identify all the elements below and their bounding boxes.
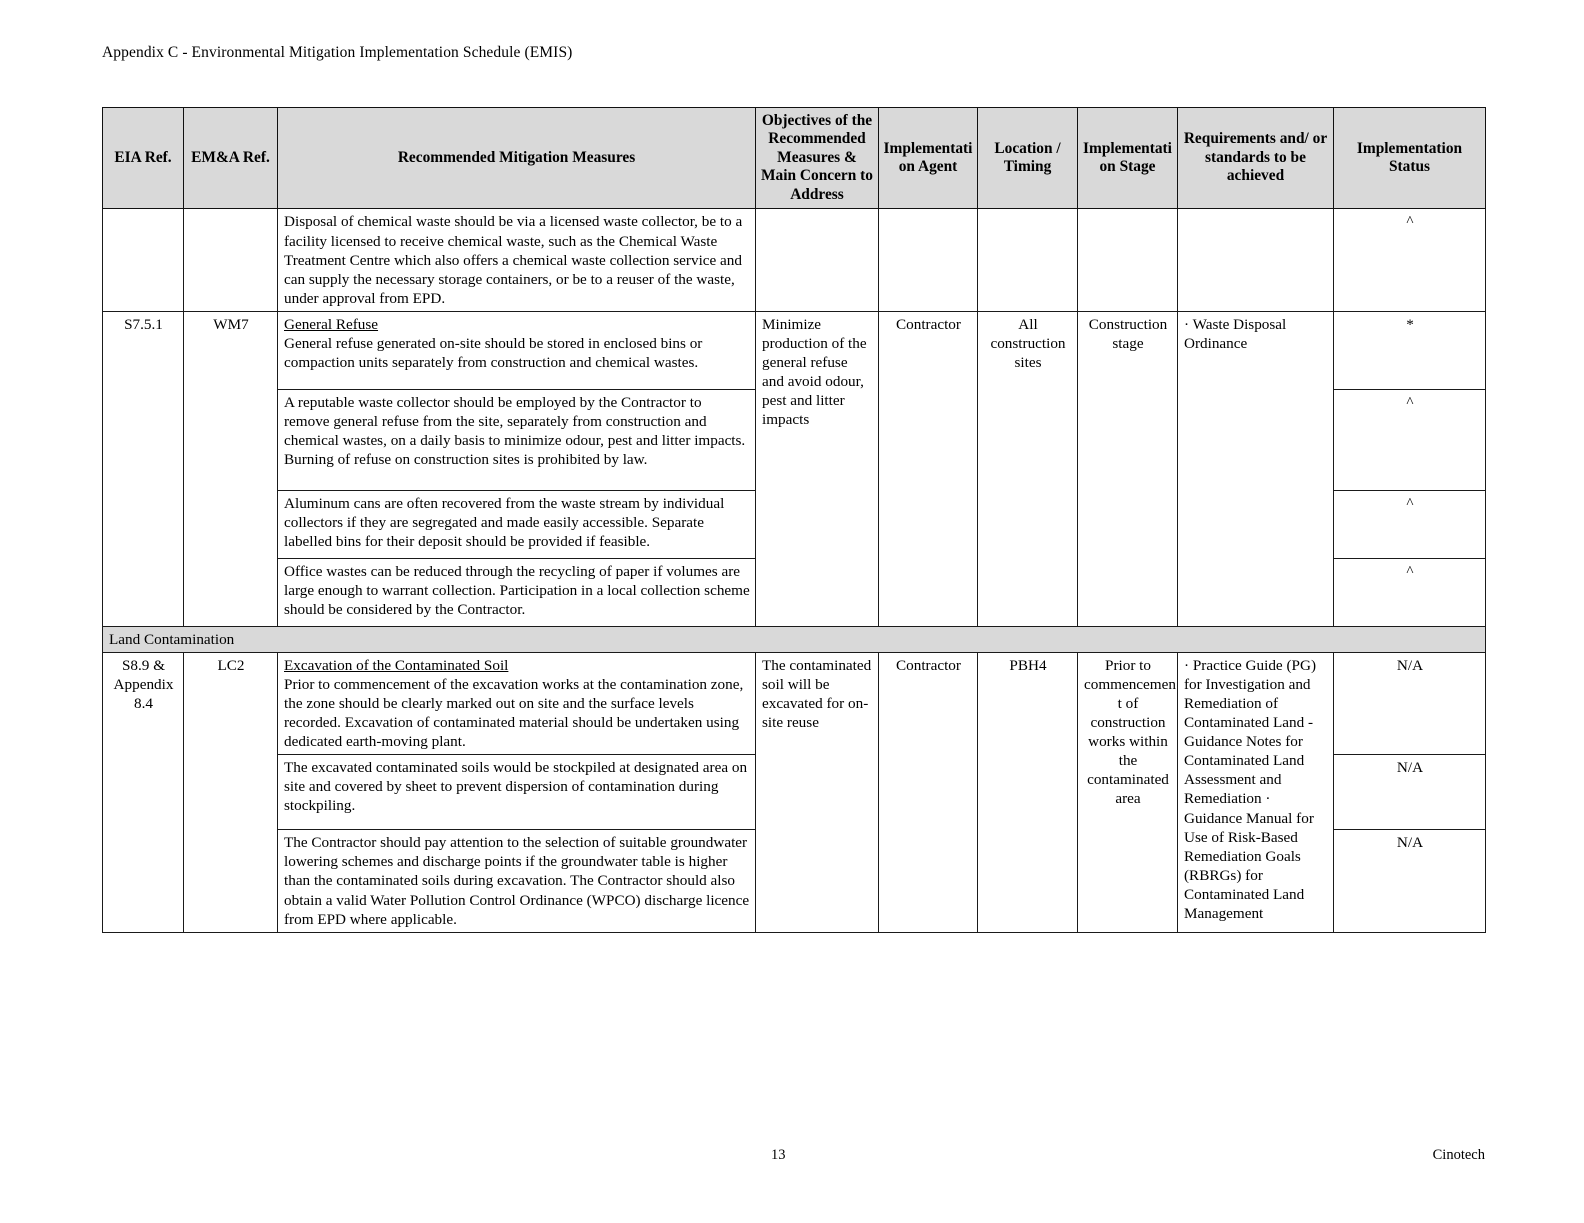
col-header-requirements-standards: Requirements and/ or standards to be achieved [1178,108,1334,209]
col-header-implementation-agent: Implementati on Agent [879,108,978,209]
table-row [103,209,1486,311]
measure-paragraph: Prior to commencement of the excavation works at the contamination zone, the zone should be clearly marked out on site and the surface levels recorded. Excavation of contaminated material should be undertaken using dedicated earth-moving plant. [284,675,744,751]
cell-measures [278,755,756,830]
status-badge: N/A [1334,652,1486,754]
table-header [103,108,1486,209]
status-badge: ^ [1334,389,1486,490]
status-badge: ^ [1334,558,1486,626]
cell-agent [879,209,978,311]
cell-agent: Contractor [879,652,978,932]
cell-measures [278,311,756,389]
cell-eia-ref: S7.5.1 [103,311,184,626]
status-badge: ^ [1334,490,1486,558]
measure-paragraph: General refuse generated on-site should be stored in enclosed bins or compaction units separately from construction and chemical wastes. [284,334,703,371]
emis-table [102,107,1486,933]
cell-requirements [1178,209,1334,311]
cell-measures [278,652,756,754]
section-header-row [103,626,1486,652]
cell-eia-ref [103,209,184,311]
cell-measures [278,558,756,626]
cell-agent: Contractor [879,311,978,626]
cell-emea-ref: WM7 [184,311,278,626]
table-row [103,652,1486,754]
measure-title: Excavation of the Contaminated Soil [284,656,509,674]
cell-location: PBH4 [978,652,1078,932]
measure-paragraph: Office wastes can be reduced through the recycling of paper if volumes are large enough to warrant collection. Participation in a local collection scheme should be considered by the Contractor. [284,562,750,618]
cell-emea-ref [184,209,278,311]
measure-paragraph: The excavated contaminated soils would be stockpiled at designated area on site and covered by sheet to prevent dispersion of contamination during stockpiling. [284,759,748,815]
cell-requirements: · Practice Guide (PG) for Investigation and Remediation of Contaminated Land - Guidance Notes for Contaminated Land Assessment and Remediation · Guidance Manual for Use of Risk-Based Remediation Goals (RBRGs) for Contaminated Land Management [1178,652,1334,932]
cell-eia-ref: S8.9 & Appendix 8.4 [103,652,184,932]
col-header-eia-ref: EIA Ref. [103,108,184,209]
document-header-title: Appendix C - Environmental Mitigation Implementation Schedule (EMIS) [102,44,573,61]
footer-brand-label: Cinotech [1432,1147,1485,1163]
measure-paragraph: Disposal of chemical waste should be via a licensed waste collector, be to a facility licensed to receive chemical waste, such as the Chemical Waste Treatment Centre which also offers a chemical waste collection service and can supply the necessary storage containers, or be to a reuser of the waste, under approval from EPD. [284,213,743,307]
cell-location: All construction sites [978,311,1078,626]
col-header-location-timing: Location / Timing [978,108,1078,209]
measure-title: General Refuse [284,315,379,333]
col-header-implementation-status: Implementation Status [1334,108,1486,209]
cell-measures [278,830,756,932]
cell-requirements: · Waste Disposal Ordinance [1178,311,1334,626]
measure-paragraph: Aluminum cans are often recovered from the waste stream by individual collectors if they are segregated and made easily accessible. Separate labelled bins for their deposit should be provided if feasible. [284,494,725,550]
cell-stage: Prior to commencemen t of construction works within the contaminated area [1078,652,1178,932]
status-badge: ^ [1334,209,1486,311]
col-header-objectives: Objectives of the Recommended Measures & Main Concern to Address [756,108,879,209]
status-badge: N/A [1334,755,1486,830]
cell-location [978,209,1078,311]
footer-page-number: 13 [771,1147,786,1163]
cell-emea-ref: LC2 [184,652,278,932]
cell-measures [278,490,756,558]
cell-objectives: Minimize production of the general refuse and avoid odour, pest and litter impacts [756,311,879,626]
table-body [103,209,1486,932]
cell-objectives: The contaminated soil will be excavated for on-site reuse [756,652,879,932]
cell-stage [1078,209,1178,311]
table-row [103,311,1486,389]
measure-paragraph: A reputable waste collector should be employed by the Contractor to remove general refuse from the site, separately from construction and chemical wastes, on a daily basis to minimize odour, pest and litter impacts. Burning of refuse on construction sites is prohibited by law. [284,393,746,469]
col-header-recommended-mitigation-measures: Recommended Mitigation Measures [278,108,756,209]
cell-stage: Construction stage [1078,311,1178,626]
cell-measures [278,389,756,490]
table-header-row [103,108,1486,209]
status-badge: N/A [1334,830,1486,932]
col-header-emea-ref: EM&A Ref. [184,108,278,209]
cell-objectives [756,209,879,311]
measure-paragraph: The Contractor should pay attention to the selection of suitable groundwater lowering schemes and discharge points if the groundwater table is higher than the contaminated soils during excavation. The Contractor should also obtain a valid Water Pollution Control Ordinance (WPCO) discharge licence from EPD where applicable. [284,834,750,928]
status-badge: * [1334,311,1486,389]
section-title-land-contamination: Land Contamination [103,626,1486,652]
col-header-implementation-stage: Implementati on Stage [1078,108,1178,209]
cell-measures [278,209,756,311]
